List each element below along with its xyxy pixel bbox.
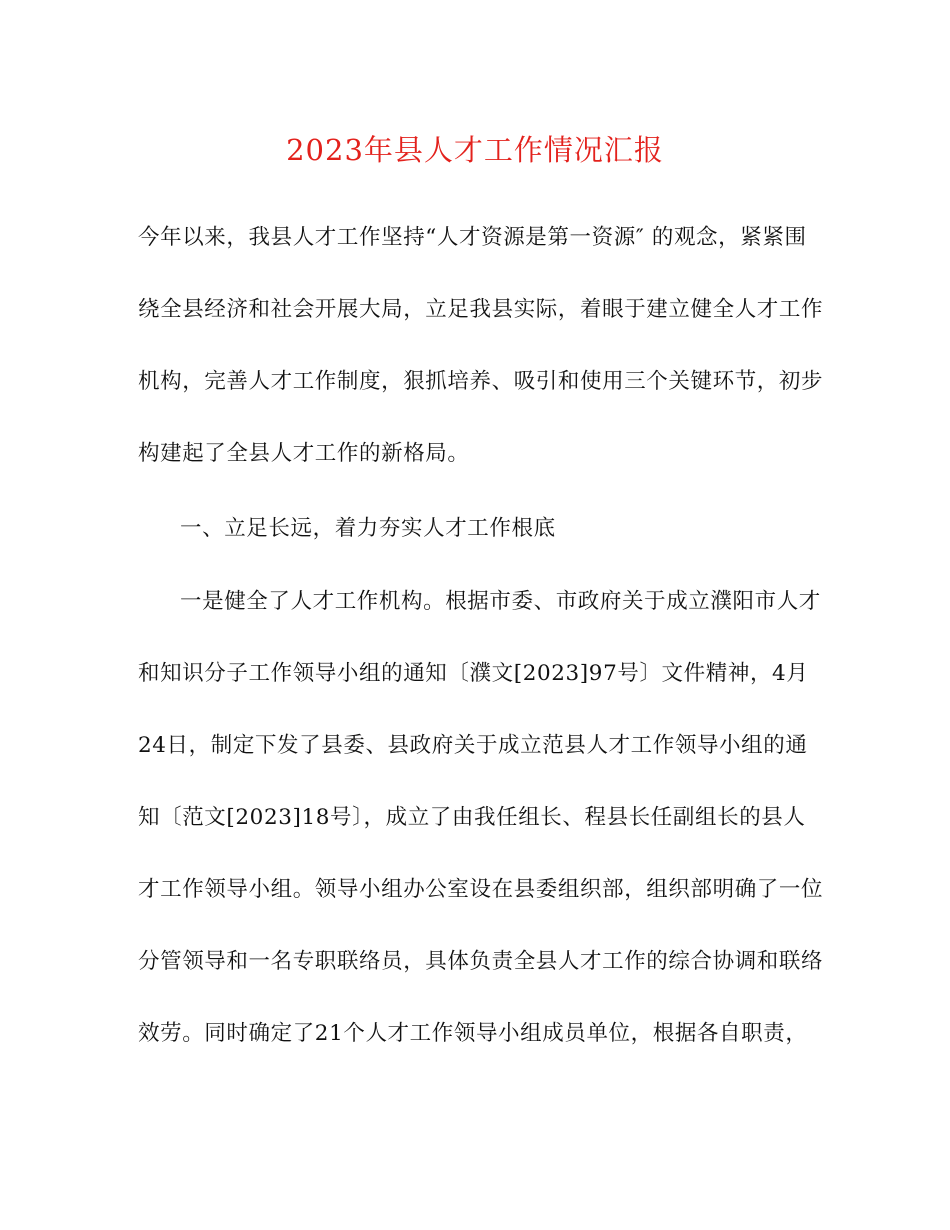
document-title: 2023年县人才工作情况汇报	[286, 133, 664, 167]
paragraph-1-line-3: 机构，完善人才工作制度，狠抓培养、吸引和使用三个关键环节，初步	[138, 369, 824, 394]
paragraph-1-line-4: 构建起了全县人才工作的新格局。	[138, 441, 470, 466]
paragraph-2-line-6: 分管领导和一名专职联络员，具体负责全县人才工作的综合协调和联络	[138, 949, 824, 974]
section-1-heading: 一、立足长远，着力夯实人才工作根底	[180, 516, 556, 541]
paragraph-2-line-2: 和知识分子工作领导小组的通知〔濮文[2023]97号〕文件精神，4月	[138, 661, 809, 686]
paragraph-1-line-2: 绕全县经济和社会开展大局，立足我县实际，着眼于建立健全人才工作	[138, 297, 824, 322]
paragraph-2-line-5: 才工作领导小组。领导小组办公室设在县委组织部，组织部明确了一位	[138, 877, 824, 902]
paragraph-2-line-4: 知〔范文[2023]18号〕，成立了由我任组长、程县长任副组长的县人	[138, 805, 806, 830]
paragraph-1-line-1: 今年以来，我县人才工作坚持“人才资源是第一资源″ 的观念，紧紧围	[138, 225, 807, 250]
paragraph-2-line-7: 效劳。同时确定了21个人才工作领导小组成员单位，根据各自职责，	[138, 1021, 808, 1046]
paragraph-2-line-3: 24日，制定下发了县委、县政府关于成立范县人才工作领导小组的通	[138, 733, 808, 758]
paragraph-2-line-1: 一是健全了人才工作机构。根据市委、市政府关于成立濮阳市人才	[180, 589, 821, 614]
